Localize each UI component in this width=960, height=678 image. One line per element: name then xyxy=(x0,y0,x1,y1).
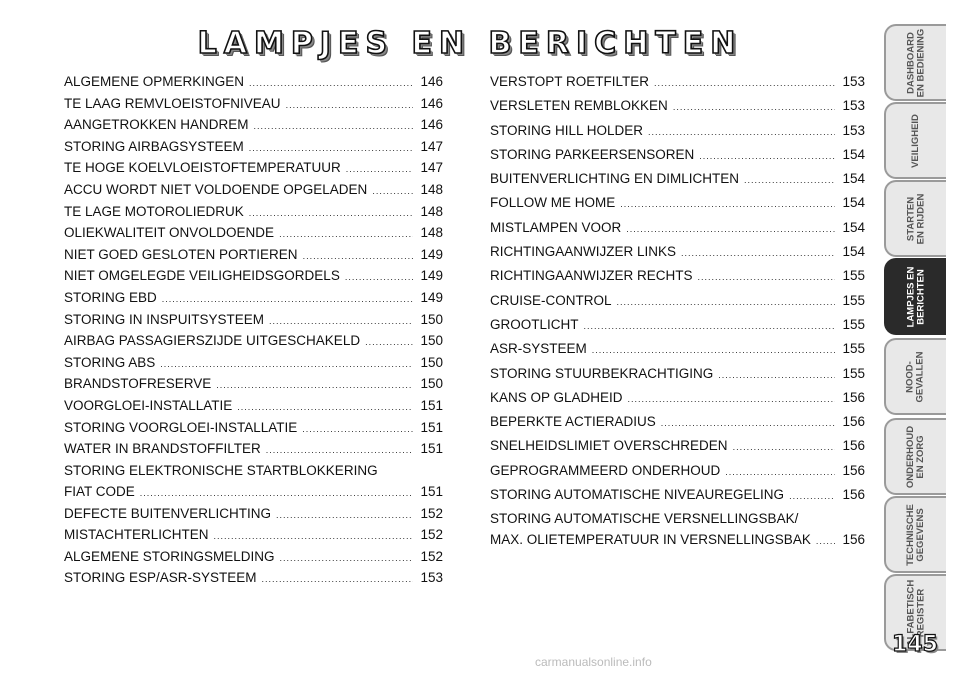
toc-entry[interactable] xyxy=(64,96,443,118)
dot-leader xyxy=(214,528,413,544)
toc-entry-title-line2: FIAT CODE xyxy=(64,483,135,499)
section-tab-label: STARTEN EN RIJDEN xyxy=(905,193,926,244)
dot-leader xyxy=(249,205,413,221)
dot-leader xyxy=(286,97,413,113)
toc-entry[interactable] xyxy=(64,247,443,269)
toc-entry-page: 147 xyxy=(420,160,443,176)
toc-entry-line2 xyxy=(64,484,443,501)
toc-entry-page: 155 xyxy=(842,316,865,332)
section-tab[interactable] xyxy=(884,418,946,495)
dot-leader xyxy=(280,550,413,566)
toc-entry-title: TE LAAG REMVLOEISTOFNIVEAU xyxy=(64,95,281,111)
toc-entry-page: 149 xyxy=(420,268,443,284)
toc-entry-page: 151 xyxy=(420,441,443,457)
section-tab[interactable] xyxy=(884,102,946,179)
toc-entry-page: 154 xyxy=(842,171,865,187)
toc-entry-page: 147 xyxy=(420,138,443,154)
toc-entry[interactable] xyxy=(64,376,443,398)
toc-entry-page: 150 xyxy=(420,376,443,392)
toc-entry[interactable] xyxy=(64,355,443,377)
section-tab[interactable] xyxy=(884,258,946,335)
dot-leader xyxy=(648,124,835,140)
toc-entry-page: 155 xyxy=(842,292,865,308)
dot-leader xyxy=(733,439,835,455)
toc-entry-title: STORING VOORGLOEI-INSTALLATIE xyxy=(64,419,298,435)
toc-entry[interactable] xyxy=(490,366,865,390)
toc-entry-page: 151 xyxy=(420,483,443,499)
toc-entry[interactable] xyxy=(490,341,865,365)
toc-entry-title: STORING IN INSPUITSYSTEEM xyxy=(64,311,265,327)
toc-entry[interactable] xyxy=(490,317,865,341)
dot-leader xyxy=(140,485,413,501)
toc-entry-page: 154 xyxy=(842,146,865,162)
toc-entry-page: 154 xyxy=(842,219,865,235)
dot-leader xyxy=(673,99,835,115)
toc-entry-title: DEFECTE BUITENVERLICHTING xyxy=(64,505,272,521)
toc-entry-page: 154 xyxy=(842,244,865,260)
dot-leader xyxy=(345,269,413,285)
toc-entry-title: OLIEKWALITEIT ONVOLDOENDE xyxy=(64,225,275,241)
toc-entry[interactable] xyxy=(490,414,865,438)
toc-entry[interactable] xyxy=(64,549,443,571)
dot-leader xyxy=(592,342,835,358)
toc-entry-title: AIRBAG PASSAGIERSZIJDE UITGESCHAKELD xyxy=(64,333,361,349)
toc-entry[interactable] xyxy=(490,195,865,219)
toc-entry-title: MISTACHTERLICHTEN xyxy=(64,527,209,543)
toc-entry-title: STORING ABS xyxy=(64,354,156,370)
toc-entry[interactable] xyxy=(490,293,865,317)
toc-entry-page: 148 xyxy=(420,181,443,197)
dot-leader xyxy=(266,442,413,458)
dot-leader xyxy=(276,507,413,523)
toc-entry-title: STORING AIRBAGSYSTEEM xyxy=(64,138,244,154)
section-tab[interactable] xyxy=(884,338,946,415)
dot-leader xyxy=(699,148,835,164)
toc-entry-page: 156 xyxy=(842,462,865,478)
toc-entry[interactable] xyxy=(490,511,865,559)
section-tab[interactable] xyxy=(884,180,946,257)
toc-entry-title: STORING ESP/ASR-SYSTEEM xyxy=(64,570,257,586)
toc-entry-page: 149 xyxy=(420,246,443,262)
toc-entry-title: VERSTOPT ROETFILTER xyxy=(490,74,650,89)
toc-entry-title: VERSLETEN REMBLOKKEN xyxy=(490,98,668,114)
toc-entry[interactable] xyxy=(64,117,443,139)
toc-entry-title-line2: MAX. OLIETEMPERATUUR IN VERSNELLINGSBAK xyxy=(490,532,811,548)
toc-entry[interactable] xyxy=(64,570,443,592)
toc-entry[interactable] xyxy=(64,506,443,528)
toc-entry-page: 148 xyxy=(420,225,443,241)
toc-entry-page: 149 xyxy=(420,289,443,305)
toc-entry-page: 146 xyxy=(420,74,443,89)
toc-entry-page: 146 xyxy=(420,117,443,133)
toc-entry-page: 156 xyxy=(842,487,865,503)
toc-entry[interactable] xyxy=(490,390,865,414)
toc-entry[interactable] xyxy=(64,182,443,204)
toc-entry-title: RICHTINGAANWIJZER RECHTS xyxy=(490,268,693,284)
toc-entry-page: 155 xyxy=(842,268,865,284)
toc-entry-title: NIET OMGELEGDE VEILIGHEIDSGORDELS xyxy=(64,268,340,284)
toc-entry-title: FOLLOW ME HOME xyxy=(490,195,616,211)
toc-entry-page: 153 xyxy=(842,122,865,138)
toc-entry-page: 156 xyxy=(842,414,865,430)
section-tab[interactable] xyxy=(884,496,946,573)
toc-entry[interactable] xyxy=(490,171,865,195)
dot-leader xyxy=(249,75,413,91)
toc-entry-title: STORING AUTOMATISCHE NIVEAUREGELING xyxy=(490,487,785,503)
toc-entry-page: 154 xyxy=(842,195,865,211)
dot-leader xyxy=(628,391,835,407)
toc-entry[interactable] xyxy=(64,139,443,161)
toc-entry[interactable] xyxy=(64,420,443,442)
toc-entry-page: 155 xyxy=(842,341,865,357)
dot-leader xyxy=(698,269,836,285)
toc-entry-title: STORING HILL HOLDER xyxy=(490,122,644,138)
toc-entry-title: ASR-SYSTEEM xyxy=(490,341,587,357)
dot-leader xyxy=(302,421,413,437)
toc-entry-page: 150 xyxy=(420,333,443,349)
toc-entry-page: 150 xyxy=(420,354,443,370)
dot-leader xyxy=(162,291,413,307)
toc-entry-title: ALGEMENE STORINGSMELDING xyxy=(64,548,275,564)
toc-entry-title-line1: STORING ELEKTRONISCHE STARTBLOKKERING xyxy=(64,462,378,478)
toc-entry-title: MISTLAMPEN VOOR xyxy=(490,219,622,235)
dot-leader xyxy=(725,464,835,480)
toc-entry-title: STORING PARKEERSENSOREN xyxy=(490,146,695,162)
toc-entry[interactable] xyxy=(64,74,443,96)
dot-leader xyxy=(584,318,835,334)
toc-entry-title: KANS OP GLADHEID xyxy=(490,389,623,405)
section-tab-label: NOOD- GEVALLEN xyxy=(905,350,926,403)
toc-entry-page: 152 xyxy=(420,527,443,543)
dot-leader xyxy=(262,571,413,587)
toc-entry-page: 148 xyxy=(420,203,443,219)
toc-entry[interactable] xyxy=(64,160,443,182)
toc-entry-page: 155 xyxy=(842,365,865,381)
toc-entry[interactable] xyxy=(490,147,865,171)
page-title: LAMPJES EN BERICHTEN xyxy=(197,26,743,61)
dot-leader xyxy=(718,367,835,383)
toc-entry-page: 146 xyxy=(420,95,443,111)
section-tab-label: ONDERHOUD EN ZORG xyxy=(905,425,926,488)
toc-entry-page: 156 xyxy=(842,532,865,548)
toc-entry-page: 151 xyxy=(420,419,443,435)
toc-entry[interactable] xyxy=(64,204,443,226)
toc-entry[interactable] xyxy=(64,527,443,549)
toc-entry[interactable] xyxy=(64,268,443,290)
toc-entry-title: CRUISE-CONTROL xyxy=(490,292,612,308)
toc-entry-title: ALGEMENE OPMERKINGEN xyxy=(64,74,245,89)
toc-entry[interactable] xyxy=(490,123,865,147)
toc-entry[interactable] xyxy=(490,268,865,292)
section-tab-label: TECHNISCHE GEGEVENS xyxy=(905,503,927,566)
toc-entry[interactable] xyxy=(64,312,443,334)
watermark: carmanualsonline.info xyxy=(535,655,652,669)
toc-entry-page: 156 xyxy=(842,438,865,454)
dot-leader xyxy=(654,75,835,91)
toc-entry-title: STORING EBD xyxy=(64,289,157,305)
section-tab-label: DASHBOARD EN BEDIENING xyxy=(905,28,926,97)
toc-entry-title: ACCU WORDT NIET VOLDOENDE OPGELADEN xyxy=(64,181,368,197)
toc-entry[interactable] xyxy=(490,74,865,98)
toc-entry-title: VOORGLOEI-INSTALLATIE xyxy=(64,397,233,413)
toc-entry[interactable] xyxy=(64,225,443,247)
dot-leader xyxy=(269,313,413,329)
dot-leader xyxy=(249,140,413,156)
dot-leader xyxy=(372,183,413,199)
dot-leader xyxy=(661,415,835,431)
toc-entry-page: 153 xyxy=(842,74,865,89)
toc-entry[interactable] xyxy=(64,398,443,420)
toc-entry[interactable] xyxy=(490,244,865,268)
toc-entry-title: SNELHEIDSLIMIET OVERSCHREDEN xyxy=(490,438,728,454)
toc-entry-page: 156 xyxy=(842,389,865,405)
dot-leader xyxy=(160,356,413,372)
toc-entry[interactable] xyxy=(64,441,443,463)
toc-entry[interactable] xyxy=(490,463,865,487)
toc-entry-title: WATER IN BRANDSTOFFILTER xyxy=(64,441,261,457)
toc-entry-title: TE HOGE KOELVLOEISTOFTEMPERATUUR xyxy=(64,160,341,176)
toc-entry-page: 150 xyxy=(420,311,443,327)
toc-entry[interactable] xyxy=(490,487,865,511)
dot-leader xyxy=(626,221,835,237)
toc-entry[interactable] xyxy=(64,333,443,355)
dot-leader xyxy=(279,226,413,242)
dot-leader xyxy=(681,245,835,261)
dot-leader xyxy=(365,334,413,350)
toc-entry-title: AANGETROKKEN HANDREM xyxy=(64,117,249,133)
toc-left-column xyxy=(64,74,443,592)
toc-entry-page: 153 xyxy=(420,570,443,586)
section-tab-label: ALFABETISCH REGISTER xyxy=(905,579,926,646)
toc-entry[interactable] xyxy=(490,220,865,244)
toc-entry-title: GROOTLICHT xyxy=(490,316,579,332)
toc-entry-title: GEPROGRAMMEERD ONDERHOUD xyxy=(490,462,721,478)
toc-right-column xyxy=(490,74,865,559)
section-tab-label: VEILIGHEID xyxy=(910,113,921,168)
dot-leader xyxy=(237,399,413,415)
section-tab[interactable] xyxy=(884,24,946,101)
toc-entry-title: NIET GOED GESLOTEN PORTIEREN xyxy=(64,246,298,262)
dot-leader xyxy=(254,118,413,134)
toc-entry-title: RICHTINGAANWIJZER LINKS xyxy=(490,244,677,260)
dot-leader xyxy=(617,294,835,310)
dot-leader xyxy=(789,488,835,504)
toc-entry[interactable] xyxy=(490,98,865,122)
toc-entry-title: BRANDSTOFRESERVE xyxy=(64,376,212,392)
dot-leader xyxy=(816,533,835,549)
section-tab-label: LAMPJES EN BERICHTEN xyxy=(905,266,926,327)
dot-leader xyxy=(744,172,835,188)
toc-entry-title: BEPERKTE ACTIERADIUS xyxy=(490,414,656,430)
toc-entry[interactable] xyxy=(64,290,443,312)
toc-entry-title: BUITENVERLICHTING EN DIMLICHTEN xyxy=(490,171,740,187)
dot-leader xyxy=(620,196,835,212)
toc-entry-title: STORING STUURBEKRACHTIGING xyxy=(490,365,714,381)
toc-entry-page: 151 xyxy=(420,397,443,413)
page-number: 145 xyxy=(892,632,938,657)
toc-entry-page: 152 xyxy=(420,505,443,521)
toc-entry[interactable] xyxy=(490,438,865,462)
dot-leader xyxy=(346,161,413,177)
toc-entry-title-line1: STORING AUTOMATISCHE VERSNELLINGSBAK/ xyxy=(490,511,799,527)
toc-entry-title: TE LAGE MOTOROLIEDRUK xyxy=(64,203,244,219)
toc-entry[interactable] xyxy=(64,463,443,506)
dot-leader xyxy=(303,248,413,264)
toc-entry-line2 xyxy=(490,532,865,549)
dot-leader xyxy=(216,377,413,393)
toc-entry-page: 152 xyxy=(420,548,443,564)
toc-entry-page: 153 xyxy=(842,98,865,114)
